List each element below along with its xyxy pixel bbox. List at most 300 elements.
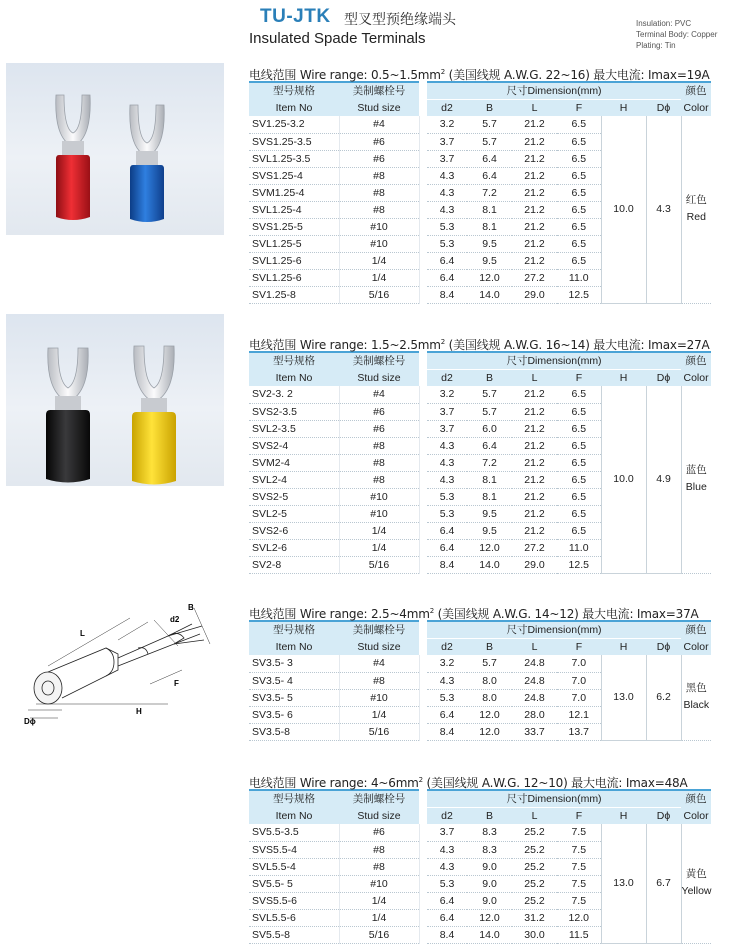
spec-table [249, 81, 711, 304]
col-item-cn: 型号规格 [249, 790, 339, 807]
f-value: 6.5 [557, 150, 601, 167]
stud-size: #6 [339, 150, 419, 167]
l-value: 25.2 [512, 858, 557, 875]
stud-size: 1/4 [339, 252, 419, 269]
spec-table [249, 789, 711, 944]
stud-size: 5/16 [339, 286, 419, 303]
color-en: Blue [685, 481, 707, 494]
spacer [419, 522, 427, 539]
item-no: SVS2-4 [249, 437, 339, 454]
col-d: Dϕ [646, 369, 681, 386]
b-value: 8.1 [467, 488, 512, 505]
awg-imax-text: (美国线规 A.W.G. 16~14) 最大电流: Imax=27A [445, 338, 710, 352]
l-value: 25.2 [512, 892, 557, 909]
b-value: 9.5 [467, 235, 512, 252]
item-no: SVL2-4 [249, 471, 339, 488]
item-no: SV3.5- 6 [249, 706, 339, 723]
col-spacer [419, 790, 427, 807]
col-d2: d2 [427, 807, 467, 824]
d2-value: 3.2 [427, 116, 467, 133]
f-value: 7.5 [557, 841, 601, 858]
d-value: 4.9 [646, 386, 681, 573]
l-value: 25.2 [512, 841, 557, 858]
stud-size: #8 [339, 841, 419, 858]
b-value: 12.0 [467, 723, 512, 740]
b-value: 12.0 [467, 909, 512, 926]
b-value: 5.7 [467, 386, 512, 403]
l-value: 21.2 [512, 184, 557, 201]
stud-size: #8 [339, 184, 419, 201]
diagram-label-B: B [188, 603, 194, 612]
diagram-label-d2: d2 [170, 615, 180, 624]
stud-size: 1/4 [339, 909, 419, 926]
spacer [419, 505, 427, 522]
photo-red-blue-terminals [6, 63, 224, 235]
l-value: 21.2 [512, 471, 557, 488]
spacer [419, 437, 427, 454]
b-value: 6.4 [467, 167, 512, 184]
spec-section-3 [249, 602, 711, 741]
f-value: 11.0 [557, 269, 601, 286]
item-no: SVL1.25-4 [249, 201, 339, 218]
d2-value: 5.3 [427, 875, 467, 892]
col-l: L [512, 369, 557, 386]
b-value: 6.4 [467, 437, 512, 454]
f-value: 6.5 [557, 488, 601, 505]
spec-insulation: Insulation: PVC [636, 19, 692, 28]
col-spacer [419, 369, 427, 386]
col-spacer [419, 99, 427, 116]
unit-superscript: 2 [418, 776, 423, 784]
spacer [419, 926, 427, 943]
d2-value: 6.4 [427, 706, 467, 723]
l-value: 21.2 [512, 116, 557, 133]
col-item-cn: 型号规格 [249, 82, 339, 99]
col-stud-en: Stud size [339, 638, 419, 655]
col-f: F [557, 369, 601, 386]
l-value: 25.2 [512, 824, 557, 841]
item-no: SVL2-5 [249, 505, 339, 522]
b-value: 9.0 [467, 875, 512, 892]
stud-size: #10 [339, 505, 419, 522]
l-value: 21.2 [512, 150, 557, 167]
item-no: SVM2-4 [249, 454, 339, 471]
f-value: 6.5 [557, 403, 601, 420]
d2-value: 4.3 [427, 184, 467, 201]
stud-size: #8 [339, 437, 419, 454]
wire-range-heading [249, 771, 711, 789]
table-row [249, 824, 711, 841]
spacer [419, 471, 427, 488]
spacer [419, 706, 427, 723]
col-d2: d2 [427, 638, 467, 655]
item-no: SVL2-3.5 [249, 420, 339, 437]
stud-size: #10 [339, 488, 419, 505]
stud-size: #6 [339, 420, 419, 437]
col-h: H [601, 99, 646, 116]
col-h: H [601, 638, 646, 655]
d2-value: 4.3 [427, 841, 467, 858]
d2-value: 6.4 [427, 522, 467, 539]
b-value: 5.7 [467, 116, 512, 133]
spacer [419, 488, 427, 505]
d-value: 6.2 [646, 655, 681, 740]
f-value: 11.5 [557, 926, 601, 943]
b-value: 12.0 [467, 269, 512, 286]
col-dimension: 尺寸Dimension(mm) [427, 790, 681, 807]
item-no: SV5.5-8 [249, 926, 339, 943]
dimension-diagram [18, 600, 230, 740]
spacer [419, 454, 427, 471]
h-value: 13.0 [601, 824, 646, 943]
color-cn: 红色 [685, 194, 707, 207]
d2-value: 5.3 [427, 505, 467, 522]
d2-value: 6.4 [427, 909, 467, 926]
wire-range-text: 电线范围 Wire range: 2.5~4mm [249, 607, 430, 621]
col-color-en: Color [681, 369, 711, 386]
unit-superscript: 2 [440, 338, 446, 346]
b-value: 5.7 [467, 403, 512, 420]
item-no: SVL1.25-6 [249, 252, 339, 269]
stud-size: #8 [339, 201, 419, 218]
awg-imax-text: (美国线规 A.W.G. 22~16) 最大电流: Imax=19A [445, 68, 710, 82]
col-f: F [557, 99, 601, 116]
spacer [419, 218, 427, 235]
diagram-label-F: F [174, 679, 179, 688]
d2-value: 3.7 [427, 133, 467, 150]
stud-size: #10 [339, 689, 419, 706]
f-value: 6.5 [557, 420, 601, 437]
col-spacer [419, 638, 427, 655]
col-f: F [557, 807, 601, 824]
item-no: SVL5.5-6 [249, 909, 339, 926]
b-value: 8.3 [467, 824, 512, 841]
photo-black-yellow-terminals [6, 314, 224, 486]
spacer [419, 269, 427, 286]
spacer [419, 841, 427, 858]
stud-size: 1/4 [339, 539, 419, 556]
b-value: 5.7 [467, 655, 512, 672]
f-value: 12.5 [557, 286, 601, 303]
stud-size: #6 [339, 133, 419, 150]
b-value: 6.0 [467, 420, 512, 437]
item-no: SVL5.5-4 [249, 858, 339, 875]
spacer [419, 286, 427, 303]
spacer [419, 689, 427, 706]
f-value: 7.5 [557, 824, 601, 841]
stud-size: #4 [339, 386, 419, 403]
col-color-cn: 颜色 [681, 621, 711, 638]
item-no: SVS1.25-5 [249, 218, 339, 235]
d2-value: 6.4 [427, 269, 467, 286]
col-b: B [467, 369, 512, 386]
col-color-en: Color [681, 807, 711, 824]
col-stud-en: Stud size [339, 807, 419, 824]
col-color-en: Color [681, 99, 711, 116]
b-value: 9.0 [467, 858, 512, 875]
spec-table [249, 620, 711, 741]
f-value: 6.5 [557, 252, 601, 269]
stud-size: 5/16 [339, 926, 419, 943]
item-no: SV2-3. 2 [249, 386, 339, 403]
f-value: 7.5 [557, 892, 601, 909]
col-stud-en: Stud size [339, 99, 419, 116]
unit-superscript: 2 [429, 607, 434, 615]
d2-value: 4.3 [427, 471, 467, 488]
b-value: 9.5 [467, 252, 512, 269]
stud-size: #10 [339, 218, 419, 235]
h-value: 13.0 [601, 655, 646, 740]
wire-range-text: 电线范围 Wire range: 4~6mm [249, 776, 419, 790]
b-value: 6.4 [467, 150, 512, 167]
awg-imax-text: (美国线规 A.W.G. 12~10) 最大电流: Imax=48A [422, 776, 688, 790]
item-no: SVS5.5-6 [249, 892, 339, 909]
d2-value: 3.7 [427, 824, 467, 841]
product-title-english: Insulated Spade Terminals [249, 30, 426, 47]
spacer [419, 201, 427, 218]
spacer [419, 858, 427, 875]
item-no: SV1.25-3.2 [249, 116, 339, 133]
col-stud-cn: 美制螺栓号 [339, 82, 419, 99]
col-item-en: Item No [249, 99, 339, 116]
col-l: L [512, 638, 557, 655]
item-no: SVL1.25-6 [249, 269, 339, 286]
stud-size: #4 [339, 116, 419, 133]
l-value: 30.0 [512, 926, 557, 943]
col-spacer [419, 621, 427, 638]
b-value: 14.0 [467, 556, 512, 573]
d2-value: 5.3 [427, 488, 467, 505]
l-value: 27.2 [512, 539, 557, 556]
f-value: 13.7 [557, 723, 601, 740]
spacer [419, 655, 427, 672]
product-title-chinese: 型叉型预绝缘端头 [344, 12, 456, 28]
item-no: SVM1.25-4 [249, 184, 339, 201]
item-no: SV5.5- 5 [249, 875, 339, 892]
d2-value: 8.4 [427, 286, 467, 303]
b-value: 9.5 [467, 505, 512, 522]
l-value: 28.0 [512, 706, 557, 723]
f-value: 6.5 [557, 218, 601, 235]
col-dimension: 尺寸Dimension(mm) [427, 621, 681, 638]
b-value: 7.2 [467, 184, 512, 201]
col-stud-cn: 美制螺栓号 [339, 621, 419, 638]
color-cn: 黄色 [685, 868, 707, 881]
f-value: 6.5 [557, 522, 601, 539]
spacer [419, 150, 427, 167]
l-value: 25.2 [512, 875, 557, 892]
item-no: SV2-8 [249, 556, 339, 573]
col-b: B [467, 638, 512, 655]
diagram-label-H: H [136, 707, 142, 716]
stud-size: #4 [339, 655, 419, 672]
col-d2: d2 [427, 99, 467, 116]
spacer [419, 116, 427, 133]
color-cell [681, 116, 711, 303]
color-cell [681, 655, 711, 740]
spec-section-4 [249, 771, 711, 944]
spacer [419, 420, 427, 437]
wire-range-heading [249, 63, 711, 81]
spacer [419, 556, 427, 573]
f-value: 6.5 [557, 201, 601, 218]
l-value: 21.2 [512, 454, 557, 471]
col-item-en: Item No [249, 807, 339, 824]
d2-value: 5.3 [427, 235, 467, 252]
color-cn: 蓝色 [685, 464, 707, 477]
stud-size: #6 [339, 824, 419, 841]
stud-size: #8 [339, 167, 419, 184]
l-value: 21.2 [512, 522, 557, 539]
col-stud-cn: 美制螺栓号 [339, 352, 419, 369]
spacer [419, 723, 427, 740]
d2-value: 6.4 [427, 892, 467, 909]
b-value: 5.7 [467, 133, 512, 150]
d2-value: 6.4 [427, 252, 467, 269]
item-no: SV3.5- 4 [249, 672, 339, 689]
item-no: SVS2-5 [249, 488, 339, 505]
f-value: 11.0 [557, 539, 601, 556]
l-value: 21.2 [512, 133, 557, 150]
b-value: 8.3 [467, 841, 512, 858]
spacer [419, 909, 427, 926]
spacer [419, 892, 427, 909]
table-row [249, 655, 711, 672]
col-item-en: Item No [249, 369, 339, 386]
f-value: 6.5 [557, 386, 601, 403]
item-no: SVS1.25-4 [249, 167, 339, 184]
color-cell [681, 824, 711, 943]
d2-value: 4.3 [427, 437, 467, 454]
f-value: 12.1 [557, 706, 601, 723]
d2-value: 8.4 [427, 556, 467, 573]
col-color-cn: 颜色 [681, 352, 711, 369]
d2-value: 3.7 [427, 150, 467, 167]
stud-size: #8 [339, 858, 419, 875]
b-value: 12.0 [467, 539, 512, 556]
f-value: 6.5 [557, 184, 601, 201]
f-value: 7.5 [557, 858, 601, 875]
l-value: 21.2 [512, 420, 557, 437]
col-b: B [467, 807, 512, 824]
item-no: SVL1.25-5 [249, 235, 339, 252]
l-value: 31.2 [512, 909, 557, 926]
b-value: 7.2 [467, 454, 512, 471]
stud-size: 5/16 [339, 723, 419, 740]
b-value: 9.5 [467, 522, 512, 539]
wire-range-text: 电线范围 Wire range: 0.5~1.5mm [249, 68, 441, 82]
l-value: 21.2 [512, 386, 557, 403]
f-value: 7.0 [557, 672, 601, 689]
item-no: SV3.5- 3 [249, 655, 339, 672]
b-value: 8.1 [467, 201, 512, 218]
b-value: 8.1 [467, 471, 512, 488]
diagram-label-L: L [80, 629, 85, 638]
f-value: 6.5 [557, 133, 601, 150]
item-no: SVS5.5-4 [249, 841, 339, 858]
col-d: Dϕ [646, 807, 681, 824]
spec-table [249, 351, 711, 574]
d2-value: 4.3 [427, 672, 467, 689]
product-series-title: TU-JTK [260, 6, 331, 27]
f-value: 7.0 [557, 655, 601, 672]
color-en: Yellow [681, 885, 712, 898]
f-value: 6.5 [557, 454, 601, 471]
l-value: 21.2 [512, 505, 557, 522]
f-value: 6.5 [557, 116, 601, 133]
col-f: F [557, 638, 601, 655]
col-color-cn: 颜色 [681, 790, 711, 807]
l-value: 29.0 [512, 286, 557, 303]
f-value: 6.5 [557, 471, 601, 488]
l-value: 27.2 [512, 269, 557, 286]
spacer [419, 875, 427, 892]
stud-size: 1/4 [339, 706, 419, 723]
b-value: 14.0 [467, 286, 512, 303]
l-value: 21.2 [512, 488, 557, 505]
f-value: 12.0 [557, 909, 601, 926]
stud-size: #8 [339, 471, 419, 488]
spacer [419, 386, 427, 403]
item-no: SVS1.25-3.5 [249, 133, 339, 150]
b-value: 14.0 [467, 926, 512, 943]
col-item-cn: 型号规格 [249, 621, 339, 638]
table-row [249, 386, 711, 403]
spacer [419, 167, 427, 184]
col-l: L [512, 99, 557, 116]
l-value: 29.0 [512, 556, 557, 573]
spacer [419, 403, 427, 420]
spacer [419, 672, 427, 689]
stud-size: #10 [339, 875, 419, 892]
f-value: 12.5 [557, 556, 601, 573]
d2-value: 8.4 [427, 723, 467, 740]
l-value: 21.2 [512, 201, 557, 218]
f-value: 6.5 [557, 235, 601, 252]
diagram-label-D: Dϕ [24, 717, 36, 726]
wire-range-text: 电线范围 Wire range: 1.5~2.5mm [249, 338, 441, 352]
col-b: B [467, 99, 512, 116]
unit-superscript: 2 [440, 68, 446, 76]
color-cn: 黑色 [685, 682, 707, 695]
f-value: 6.5 [557, 505, 601, 522]
spacer [419, 184, 427, 201]
awg-imax-text: (美国线规 A.W.G. 14~12) 最大电流: Imax=37A [434, 607, 699, 621]
wire-range-heading [249, 333, 711, 351]
stud-size: #10 [339, 235, 419, 252]
col-spacer [419, 352, 427, 369]
h-value: 10.0 [601, 116, 646, 303]
l-value: 24.8 [512, 655, 557, 672]
spacer [419, 235, 427, 252]
col-spacer [419, 807, 427, 824]
color-cell [681, 386, 711, 573]
col-stud-en: Stud size [339, 369, 419, 386]
d2-value: 4.3 [427, 201, 467, 218]
col-dimension: 尺寸Dimension(mm) [427, 82, 681, 99]
d2-value: 3.2 [427, 386, 467, 403]
col-color-cn: 颜色 [681, 82, 711, 99]
f-value: 7.0 [557, 689, 601, 706]
col-d: Dϕ [646, 638, 681, 655]
table-row [249, 116, 711, 133]
item-no: SV5.5-3.5 [249, 824, 339, 841]
stud-size: #8 [339, 672, 419, 689]
stud-size: 5/16 [339, 556, 419, 573]
stud-size: 1/4 [339, 269, 419, 286]
d2-value: 5.3 [427, 218, 467, 235]
f-value: 7.5 [557, 875, 601, 892]
